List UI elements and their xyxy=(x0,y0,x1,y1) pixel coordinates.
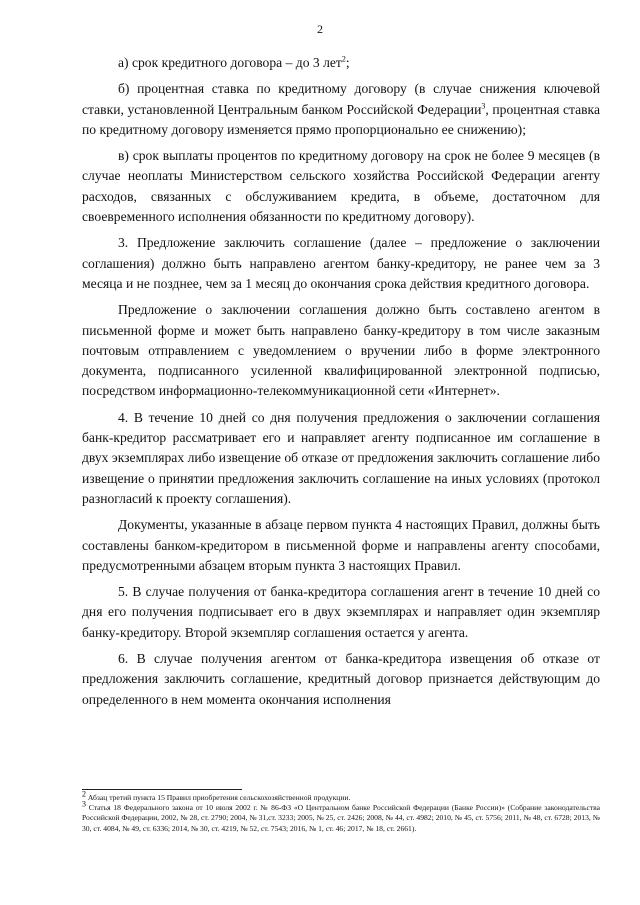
paragraph-4: 4. В течение 10 дней со дня получения предложения о заключении соглашения банк-кредитор рассматривает его и направляет агенту подписанное им соглашение в двух экземплярах либо извещение об отказе от предложения заключить соглашение либо извещение о принятии предложения заключить соглашение на иных условиях (протокол разногласий к проекту соглашения). xyxy=(82,409,600,506)
paragraph-b: б) процентная ставка по кредитному договору (в случае снижения ключевой ставки, установленной Центральным банком Российской Федерации$^3$, процентная ставка по кредитному договору изменяется прямо пропорционально ее снижению); xyxy=(82,81,600,137)
footnote-ref-2: 2 xyxy=(341,54,346,64)
paragraph-4-2: Документы, указанные в абзаце первом пункта 4 настоящих Правил, должны быть составлены банком-кредитором в письменной форме и направлены агенту способами, предусмотренными абзацем вторым пункта 3 настоящих Правил. xyxy=(82,517,600,573)
footnote-3: $^3$ Статья 18 Федерального закона от 10 июля 2002 г. № 86-ФЗ «О Центральном банке Российской Федерации (Банке России)» (Собрание законодательства Российской Федерации, 2002, № 28, ст. 2790; 2004, № 31,ст. 3233; 2005, № 25, ст. 2426; 2008, № 44, ст. 4982; 2010, № 45, ст. 5756; 2011, № 48, ст. 6728; 2013, № 30, ст. 4084, № 49, ст. 6336; 2014, № 30, ст. 4219, № 52, ст. 7543; 2016, № 1, ст. 46; 2017, № 18, ст. 2661). xyxy=(82,799,600,833)
footnote-ref-3: 3 xyxy=(481,101,486,111)
footnotes xyxy=(82,789,600,834)
page-number: 2 xyxy=(317,22,323,36)
footnote-divider xyxy=(82,789,242,790)
paragraph-5: 5. В случае получения от банка-кредитора соглашения агент в течение 10 дней со дня его получения подписывает его в двух экземплярах и направляет один экземпляр банку-кредитору. Второй экземпляр соглашения остается у агента. xyxy=(82,584,600,640)
footnote-2: $^2$ Абзац третий пункта 15 Правил приобретения сельскохозяйственной продукции. xyxy=(82,789,351,802)
paragraph-3-2: Предложение о заключении соглашения должно быть составлено агентом в письменной форме и может быть направлено банку-кредитору в том числе заказным почтовым отправлением с уведомлением о вручении либо в форме электронного документа, подписанного усиленной квалифицированной электронной подписью, посредством информационно-телекоммуникационной сети «Интернет». xyxy=(82,302,600,399)
paragraph-v: в) срок выплаты процентов по кредитному договору на срок не более 9 месяцев (в случае неоплаты Министерством сельского хозяйства Российской Федерации агенту расходов, связанных с обслуживанием кредита, в объеме, достаточном для своевременного исполнения обязанности по кредитному договору). xyxy=(82,148,600,225)
paragraph-3: 3. Предложение заключить соглашение (далее – предложение о заключении соглашения) должно быть направлено агентом банку-кредитору, не ранее чем за 3 месяца и не позднее, чем за 1 месяц до окончания срока действия кредитного договора. xyxy=(82,235,600,291)
paragraph-a: а) срок кредитного договора – до 3 лет$^2$; xyxy=(118,54,350,70)
body-text xyxy=(82,53,600,716)
paragraph-6: 6. В случае получения агентом от банка-кредитора извещения об отказе от предложения заключить соглашение, кредитный договор признается действующим до определенного в нем момента окончания исполнения xyxy=(82,651,600,707)
